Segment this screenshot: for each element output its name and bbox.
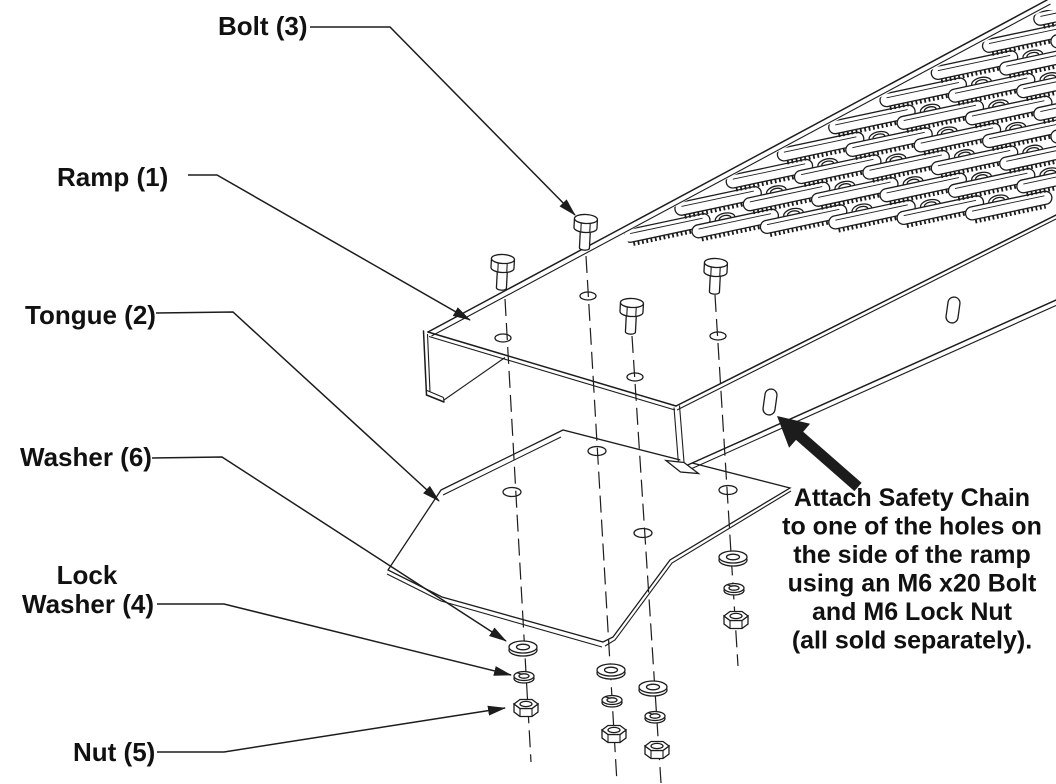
label-ramp: Ramp (1) [57, 162, 169, 192]
part-labels [20, 11, 308, 767]
label-lock-washer-line1: Lock [56, 560, 118, 590]
safety-chain-arrow-icon [777, 416, 862, 491]
tongue-leader-arrow [156, 312, 439, 501]
washer [597, 664, 625, 679]
lock-washer [724, 584, 744, 596]
ramp [424, 0, 1056, 474]
annotation-line: to one of the holes on [782, 512, 1042, 541]
ramp-hole [495, 334, 511, 342]
lock-washer-leader-arrow [157, 604, 511, 675]
annotation-line: the side of the ramp [793, 541, 1031, 569]
washer [509, 641, 537, 656]
label-bolt: Bolt (3) [218, 11, 308, 41]
nut [514, 700, 538, 717]
safety-chain-annotation [777, 416, 1042, 655]
lock-washer [514, 672, 534, 684]
tongue-hole [634, 529, 652, 538]
label-nut: Nut (5) [73, 737, 156, 767]
lock-washer [645, 712, 665, 724]
tongue-hole [503, 488, 521, 497]
annotation-line: Attach Safety Chain [793, 484, 1031, 512]
nut-leader-arrow [157, 708, 505, 752]
bolt-1 [490, 254, 515, 291]
nut [645, 742, 669, 759]
bolt-leader-arrow [310, 27, 575, 215]
annotation-line: and M6 Lock Nut [811, 598, 1013, 626]
annotation-line: using an M6 x20 Bolt [787, 569, 1037, 598]
washer [639, 681, 667, 696]
nut [602, 726, 626, 743]
ramp-leader-arrow [188, 175, 470, 320]
nut [724, 612, 748, 629]
label-washer: Washer (6) [20, 442, 152, 472]
ramp-hole [710, 332, 726, 340]
washer [719, 551, 747, 566]
label-tongue: Tongue (2) [25, 300, 156, 330]
label-lock-washer-line2: Washer (4) [22, 589, 154, 619]
tongue-hole [719, 486, 737, 495]
annotation-line: (all sold separately). [791, 626, 1033, 655]
lock-washer [602, 696, 622, 708]
